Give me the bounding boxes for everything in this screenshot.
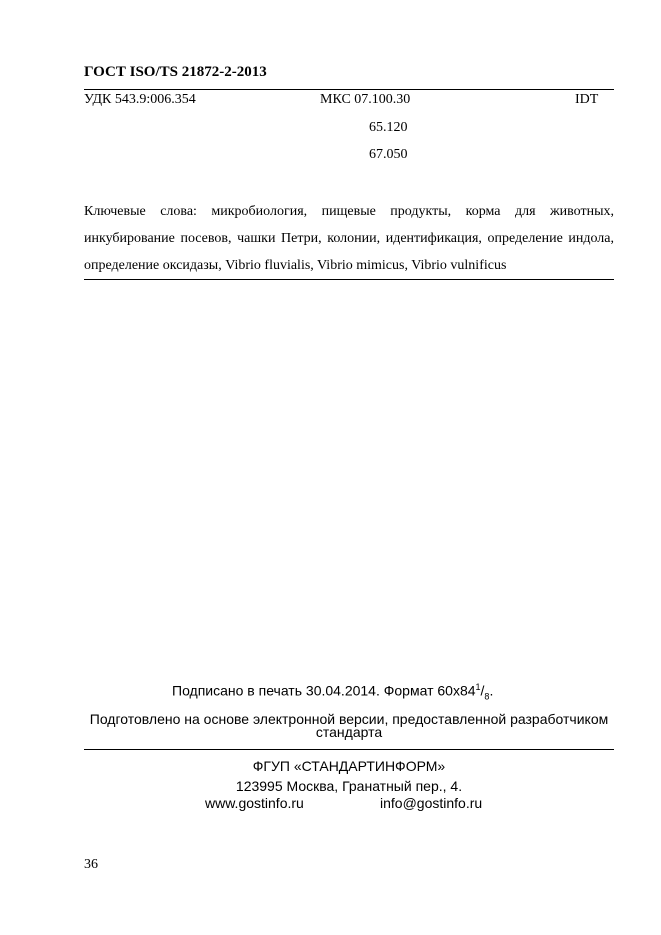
mks-code-3: 67.050 <box>369 147 408 162</box>
format-sup: 1 <box>475 682 481 692</box>
signed-text: Подписано в печать 30.04.2014. Формат 60x84 <box>172 682 476 699</box>
publisher-divider <box>84 749 614 750</box>
publisher-address: 123995 Москва, Гранатный пер., 4. <box>235 778 463 794</box>
page-number: 36 <box>84 857 98 872</box>
publisher-name: ФГУП «СТАНДАРТИНФОРМ» <box>252 758 446 774</box>
keywords-paragraph: Ключевые слова: микробиология, пищевые продукты, корма для животных, инкубирование посевов, чашки Петри, колонии, идентификация, определение индола, определение оксидазы, Vibrio fluvialis, Vibrio mimicus, Vibrio vulnificus <box>84 204 614 273</box>
website-link[interactable]: www.gostinfo.ru <box>205 795 304 811</box>
header-divider <box>84 89 614 90</box>
standard-title: ГОСТ ISO/TS 21872-2-2013 <box>84 64 267 80</box>
signed-line: Подписано в печать 30.04.2014. Формат $60x84^1/_8$. <box>172 682 494 702</box>
email-link[interactable]: info@gostinfo.ru <box>380 795 483 811</box>
prepared-note: Подготовлено на основе электронной версии, предоставленной разработчиком стандарта <box>89 711 609 740</box>
format-sub: 8 <box>484 691 490 702</box>
keywords-divider <box>84 279 614 280</box>
udk-code: УДК 543.9:006.354 <box>84 92 196 107</box>
mks-code: МКС 07.100.30 <box>320 92 411 107</box>
mks-code-2: 65.120 <box>369 120 408 135</box>
signed-suffix: . <box>489 682 494 699</box>
idt-label: IDT <box>575 92 599 107</box>
